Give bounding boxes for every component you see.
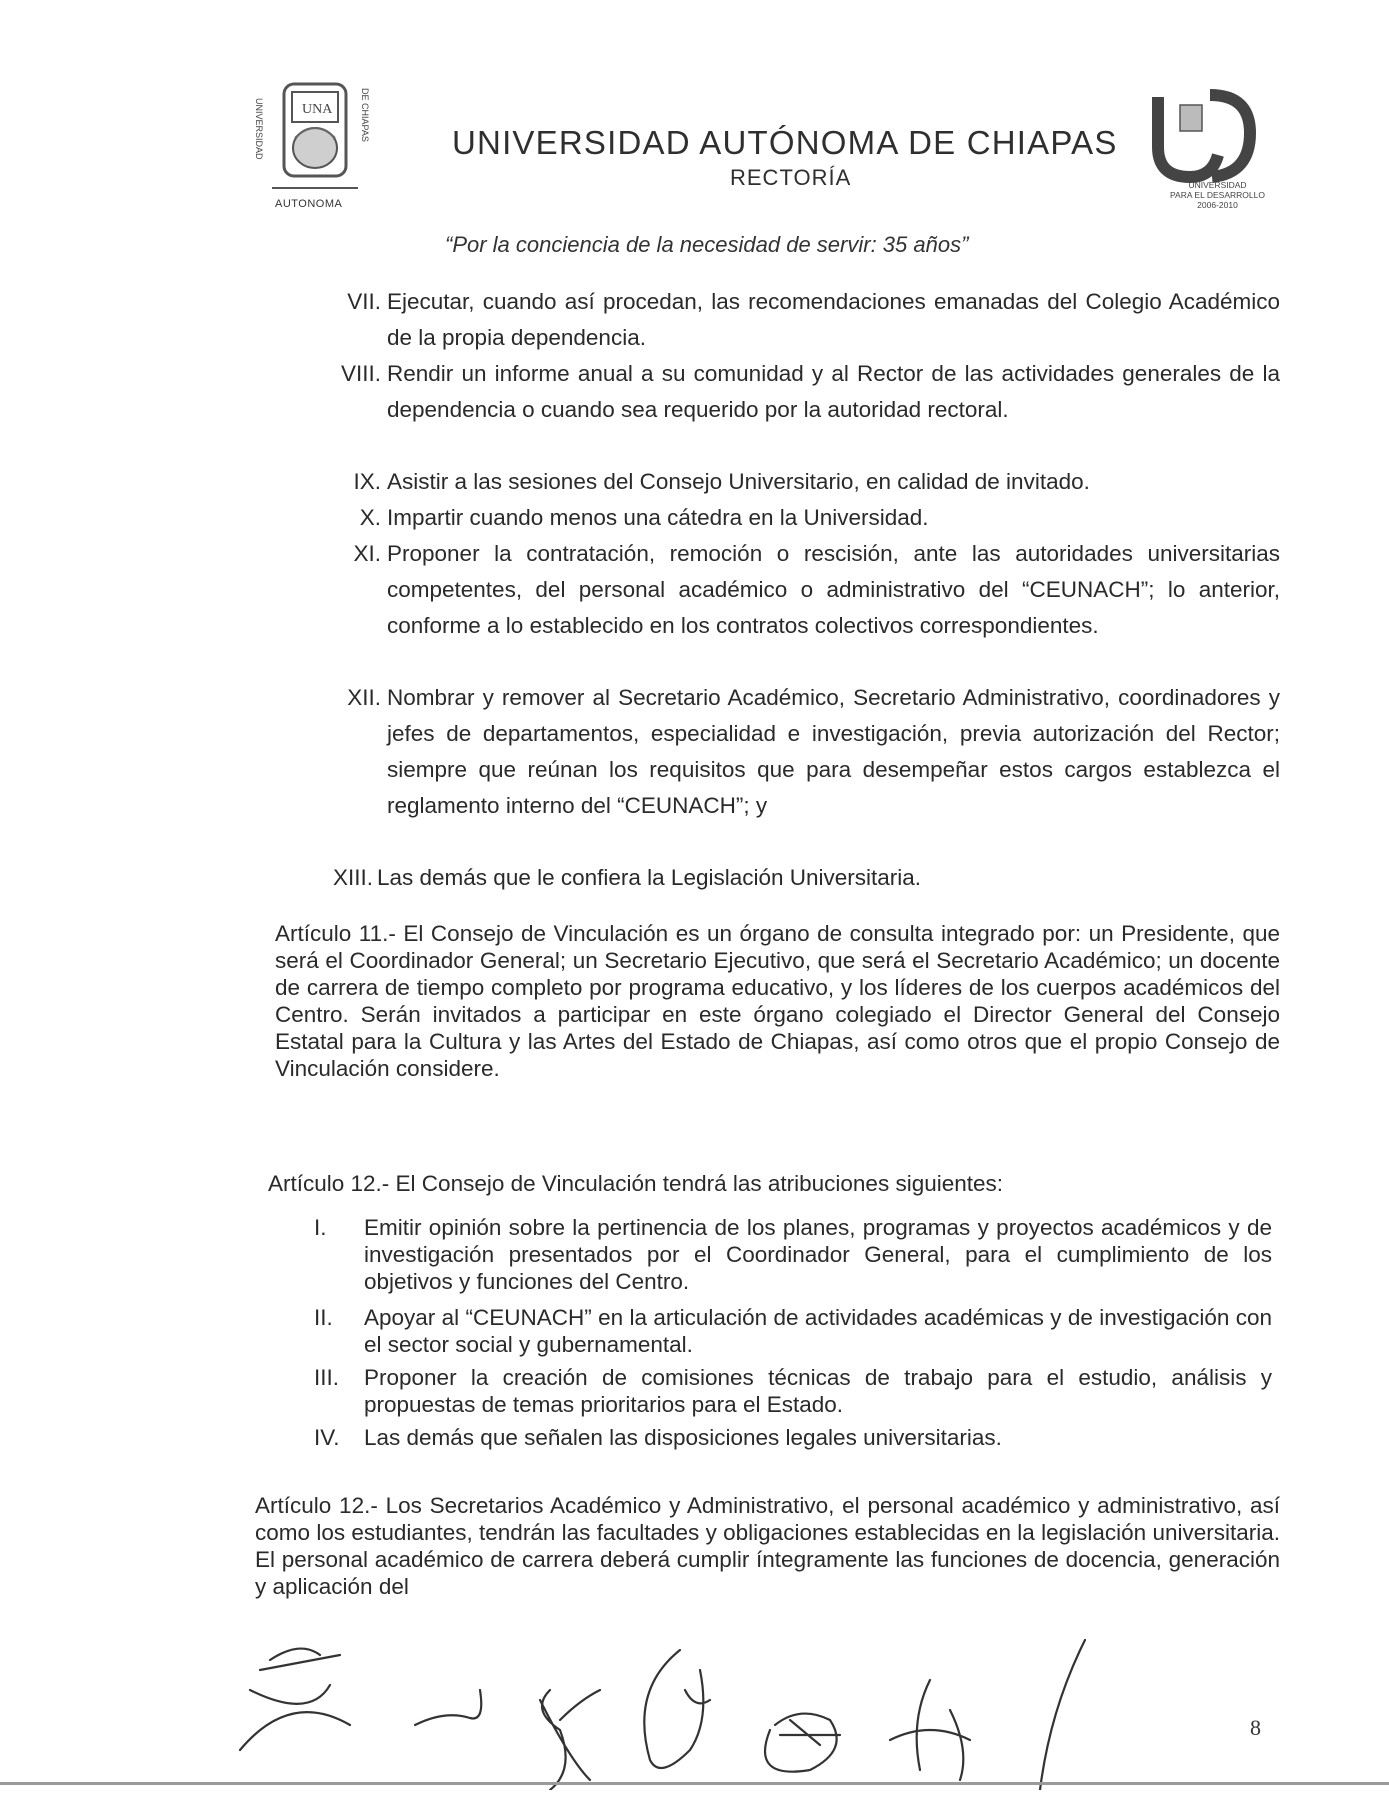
list-item <box>332 860 1280 896</box>
unach-logo-caption: AUTONOMA <box>275 198 343 210</box>
svg-text:DE CHIAPAS: DE CHIAPAS <box>360 88 370 142</box>
page-header <box>0 0 1389 270</box>
list-item-number: X. <box>359 505 381 530</box>
list-item-number: IV. <box>314 1425 340 1450</box>
list-item-number: XI. <box>353 541 381 566</box>
list-item <box>314 1364 1272 1418</box>
list-item-number: VII. <box>347 289 381 314</box>
list-item <box>314 1424 1272 1451</box>
list-item <box>353 536 1280 644</box>
list-item <box>359 500 1280 536</box>
article-11: Artículo 11.- El Consejo de Vinculación es un órgano de consulta integrado por: un Presidente, que será el Coordinador General; un Secretario Ejecutivo, que será el Secretario Académico; un docente de carrera de tiempo completo por programa educativo, y los líderes de los cuerpos académicos del Centro. Serán invitados a participar en este órgano colegiado el Director General del Consejo Estatal para la Cultura y las Artes del Estado de Chiapas, así como otros que el propio Consejo de Vinculación considere. <box>275 921 1280 1081</box>
list-item-text: Proponer la creación de comisiones técnicas de trabajo para el estudio, análisis y propuestas de temas prioritarios para el Estado. <box>364 1365 1272 1417</box>
motto: “Por la conciencia de la necesidad de servir: 35 años” <box>445 232 969 257</box>
list-item <box>314 1304 1272 1358</box>
svg-text:UNIVERSIDAD: UNIVERSIDAD <box>254 98 264 160</box>
list-item-number: IX. <box>353 469 381 494</box>
list-item <box>314 1214 1272 1295</box>
list-item-number: II. <box>314 1305 333 1330</box>
handwritten-signatures <box>230 1630 1130 1790</box>
ud-caption-line2: PARA EL DESARROLLO <box>1170 190 1265 200</box>
list-item-text: Emitir opinión sobre la pertinencia de los planes, programas y proyectos académicos y de investigación presentados por el Coordinador General, para el cumplimiento de los objetivos y funciones del Centro. <box>364 1215 1272 1294</box>
list-item-number: VIII. <box>340 361 381 386</box>
ud-caption-line3: 2006-2010 <box>1197 200 1238 210</box>
list-item-text: Nombrar y remover al Secretario Académico, Secretario Administrativo, coordinadores y jefes de departamentos, especialidad e investigación, previa autorización del Rector; siempre que reúnan los requisitos que para desempeñar estos cargos establezca el reglamento interno del “CEUNACH”; y <box>387 685 1280 818</box>
list-item-number: III. <box>314 1365 340 1390</box>
list-item-text: Proponer la contratación, remoción o rescisión, ante las autoridades universitarias competentes, del personal académico o administrativo del “CEUNACH”; lo anterior, conforme a lo establecido en los contratos colectivos correspondientes. <box>387 541 1280 638</box>
list-item-text: Asistir a las sesiones del Consejo Universitario, en calidad de invitado. <box>387 469 1090 494</box>
universidad-para-el-desarrollo-logo <box>1140 85 1260 185</box>
list-item-text: Ejecutar, cuando así procedan, las recomendaciones emanadas del Colegio Académico de la propia dependencia. <box>387 289 1280 350</box>
article-12-intro: Artículo 12.- El Consejo de Vinculación tendrá las atribuciones siguientes: <box>268 1171 1004 1196</box>
university-name: UNIVERSIDAD AUTÓNOMA DE CHIAPAS <box>452 124 1118 161</box>
page-number: 8 <box>1250 1715 1261 1740</box>
list-item-text: Las demás que le confiera la Legislación Universitaria. <box>377 865 922 890</box>
ud-caption-line1: UNIVERSIDAD <box>1188 180 1247 190</box>
ud-logo-caption <box>1150 180 1285 210</box>
list-item-text: Apoyar al “CEUNACH” en la articulación de actividades académicas y de investigación con el sector social y gubernamental. <box>364 1305 1272 1357</box>
article-12b: Artículo 12.- Los Secretarios Académico y Administrativo, el personal académico y administrativo, así como los estudiantes, tendrán las facultades y obligaciones establecidas en la legislación universitaria. El personal académico de carrera deberá cumplir íntegramente las funciones de docencia, generación y aplicación del <box>255 1493 1280 1599</box>
list-item-text: Impartir cuando menos una cátedra en la Universidad. <box>387 505 929 530</box>
list-item-text: Rendir un informe anual a su comunidad y al Rector de las actividades generales de la dependencia o cuando sea requerido por la autoridad rectoral. <box>387 361 1280 422</box>
list-item <box>340 356 1280 428</box>
list-item <box>353 464 1280 500</box>
rectoria-subtitle: RECTORÍA <box>730 165 852 190</box>
unach-seal-logo <box>250 78 380 198</box>
list-item <box>347 284 1280 356</box>
scan-edge-line <box>0 1782 1389 1785</box>
list-item-number: XIII. <box>332 865 373 890</box>
list-item-number: I. <box>314 1215 327 1240</box>
list-item-text: Las demás que señalen las disposiciones legales universitarias. <box>364 1425 1002 1450</box>
list-item-number: XII. <box>347 685 381 710</box>
svg-text:UNA: UNA <box>302 102 333 117</box>
list-item <box>347 680 1280 824</box>
